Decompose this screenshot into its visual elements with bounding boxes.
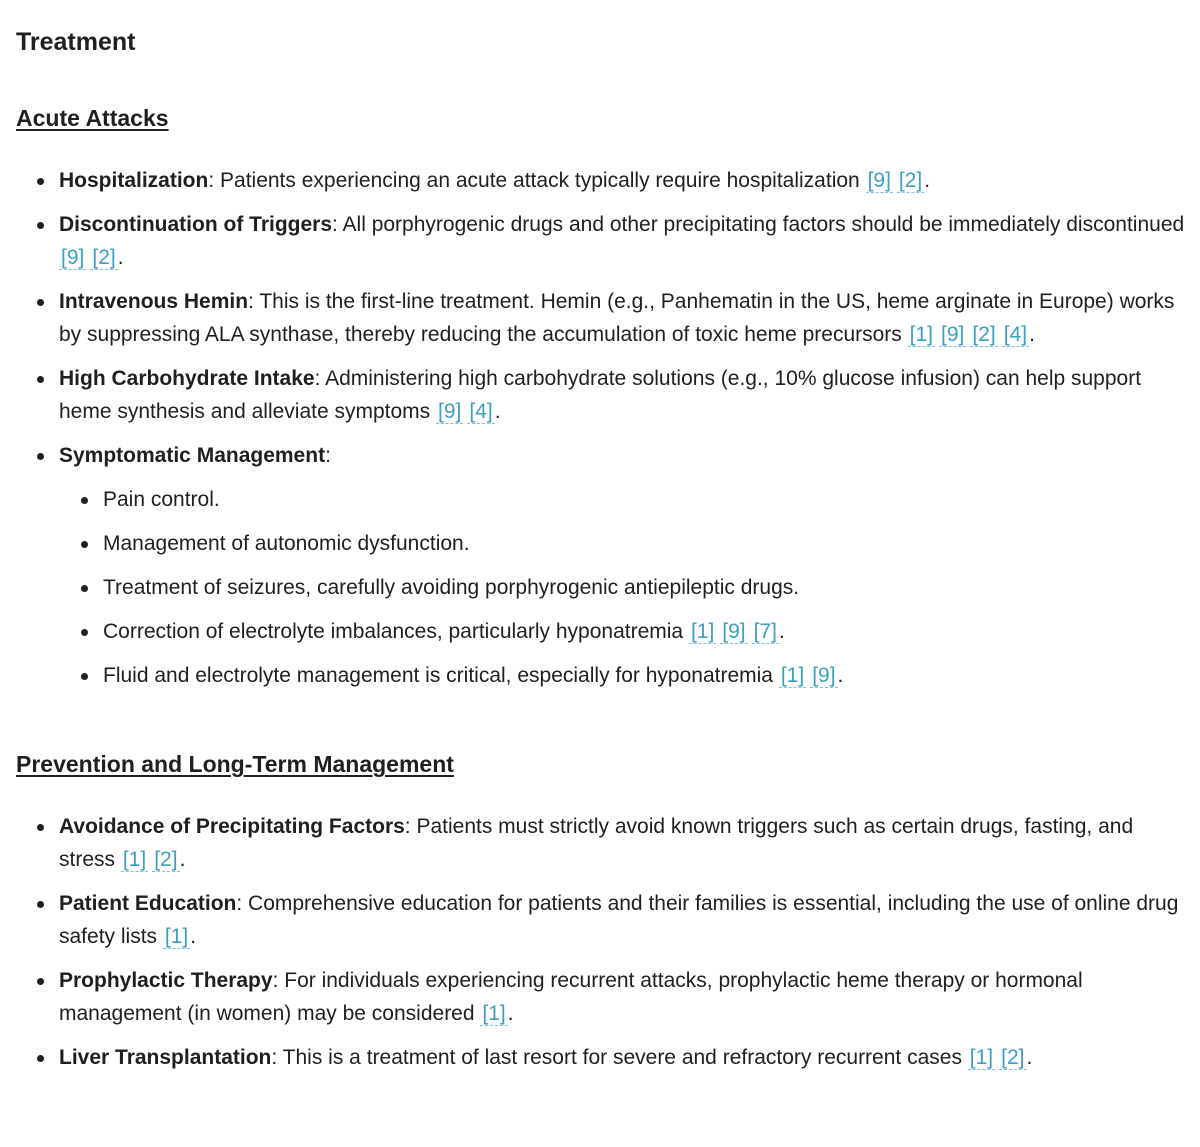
citation-group [59,246,118,269]
sub-list-item [59,527,1190,560]
acute-attacks-list [16,164,1200,692]
citation-group [480,1002,507,1026]
citation-link[interactable]: [1] [909,323,933,346]
citation-link[interactable]: [7] [753,620,778,643]
citation-link[interactable]: [9] [722,620,746,643]
item-text: Treatment of seizures, carefully avoiding porphyrogenic antiepileptic drugs. [103,576,800,599]
subsection-heading-acute-attacks: Acute Attacks [16,105,169,131]
list-item [16,208,1200,274]
item-punctuation: . [179,848,186,871]
item-text: Pain control. [103,488,220,511]
sub-list-item [59,659,1190,692]
citation-link[interactable]: [2] [972,323,996,346]
citation-group [908,323,1029,346]
item-text: : Administering high carbohydrate solutions (e.g., 10% glucose infusion) can help support heme synthesis and alleviate symptoms [59,367,1142,423]
citation-group [968,1046,1027,1069]
item-text: : This is a treatment of last resort for severe and refractory recurrent cases [271,1046,968,1069]
prevention-list [16,810,1200,1074]
list-item [16,164,1200,197]
citation-group [163,925,190,949]
item-text: : Patients must strictly avoid known triggers such as certain drugs, fasting, and stress [59,815,1134,871]
item-punctuation: . [494,400,501,423]
subsection-heading-prevention: Prevention and Long-Term Management [16,751,454,777]
list-item [16,439,1200,692]
item-text: Management of autonomic dysfunction. [103,532,470,555]
citation-link[interactable]: [9] [867,169,891,192]
citation-link[interactable]: [1] [690,620,715,643]
item-punctuation: . [779,620,785,643]
item-text: : For individuals experiencing recurrent attacks, prophylactic heme therapy or hormonal management (in women) may be considered [59,969,1083,1025]
citation-group [121,848,180,871]
list-item [16,362,1200,428]
citation-link[interactable]: [2] [154,848,178,871]
list-item [16,285,1200,351]
item-term: Prophylactic Therapy [59,969,273,992]
citation-link[interactable]: [4] [1003,323,1028,346]
citation-group [866,169,925,192]
citation-link[interactable]: [2] [898,169,923,192]
item-text: Correction of electrolyte imbalances, particularly hyponatremia [103,620,689,643]
citation-link[interactable]: [9] [812,664,836,687]
item-punctuation: . [190,925,197,948]
item-text: : Comprehensive education for patients and their families is essential, including the use of online drug safety lists [59,892,1179,948]
item-text: Fluid and electrolyte management is critical, especially for hyponatremia [103,664,779,687]
item-text: : This is the first-line treatment. Hemin (e.g., Panhematin in the US, heme arginate in Europe) works by suppressing ALA synthase, thereby reducing the accumulation of toxic heme precursors [59,290,1175,346]
citation-link[interactable]: [1] [780,664,805,687]
item-punctuation: . [507,1002,514,1025]
list-item [16,810,1200,876]
citation-link[interactable]: [1] [164,925,189,948]
citation-link[interactable]: [2] [1001,1046,1025,1069]
page-title: Treatment [16,28,136,56]
sub-list-item [59,615,1190,648]
citation-link[interactable]: [2] [92,246,116,269]
citation-link[interactable]: [9] [61,246,85,269]
citation-link[interactable]: [4] [469,400,493,423]
citation-link[interactable]: [1] [122,848,147,871]
item-punctuation: . [837,664,844,687]
citation-group [436,400,495,423]
item-term: High Carbohydrate Intake [59,367,315,390]
item-text: : [325,444,331,467]
sub-list [59,483,1190,692]
item-term: Intravenous Hemin [59,290,249,313]
item-term: Discontinuation of Triggers [59,213,333,236]
item-punctuation: . [924,169,931,192]
item-punctuation: . [1029,323,1035,346]
item-term: Symptomatic Management [59,444,326,467]
item-term: Liver Transplantation [59,1046,272,1069]
list-item [16,887,1200,953]
citation-group [779,664,838,687]
item-text: : All porphyrogenic drugs and other precipitating factors should be immediately discontinued [332,213,1185,236]
item-term: Hospitalization [59,169,209,192]
list-item [16,964,1200,1030]
list-item [16,1041,1200,1074]
citation-link[interactable]: [1] [482,1002,506,1025]
item-punctuation: . [1026,1046,1033,1069]
item-term: Avoidance of Precipitating Factors [59,815,405,838]
citation-link[interactable]: [9] [438,400,462,423]
sub-list-item [59,571,1190,604]
item-text: : Patients experiencing an acute attack typically require hospitalization [208,169,866,192]
item-term: Patient Education [59,892,237,915]
citation-link[interactable]: [9] [941,323,965,346]
sub-list-item [59,483,1190,516]
item-punctuation: . [117,246,124,269]
citation-link[interactable]: [1] [969,1046,994,1069]
citation-group [689,620,779,643]
